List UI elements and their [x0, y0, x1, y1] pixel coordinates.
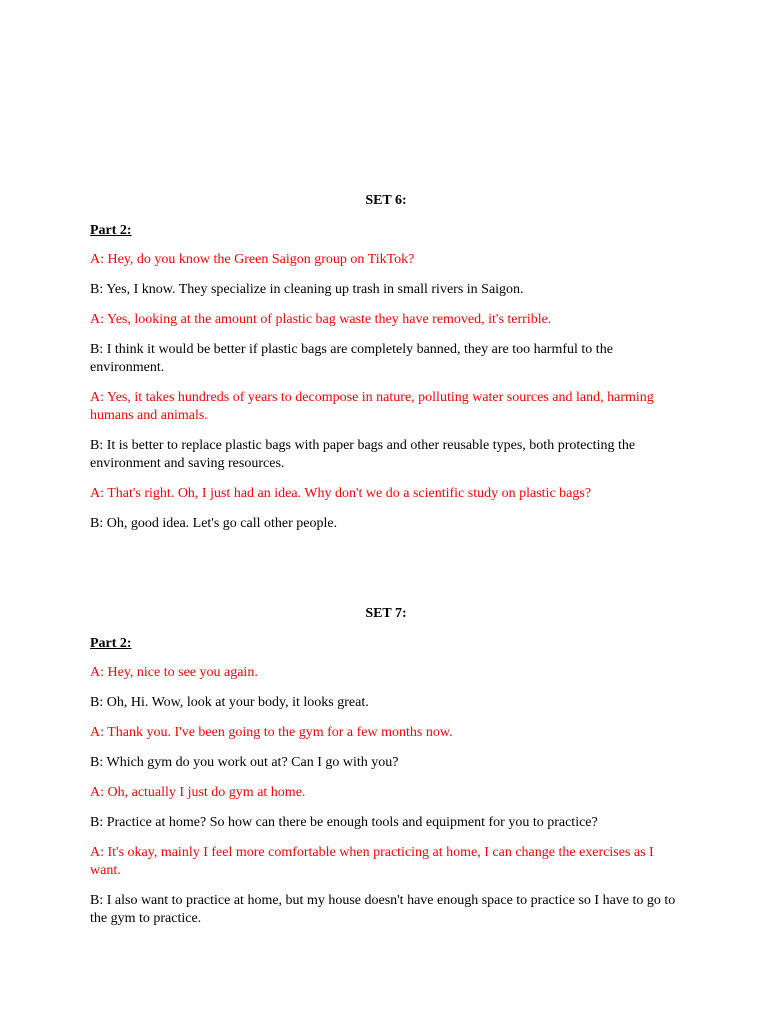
dialogue-line-b: B: It is better to replace plastic bags with paper bags and other reusable types, both protecting the environment and saving resources. [90, 438, 636, 471]
dialogue-line-b: B: I think it would be better if plastic bags are completely banned, they are too harmful to the environment. [90, 342, 613, 375]
dialogue-line-b: B: I also want to practice at home, but my house doesn't have enough space to practice so I have to go to the gym to practice. [90, 893, 676, 926]
dialogue-line-b: B: Oh, good idea. Let's go call other people. [90, 516, 338, 531]
dialogue-line-a: A: Yes, looking at the amount of plastic bag waste they have removed, it's terrible. [90, 312, 552, 327]
dialogue-line-a: A: Yes, it takes hundreds of years to decompose in nature, polluting water sources and land, harming humans and animals. [90, 390, 654, 423]
dialogue-line-a: A: Oh, actually I just do gym at home. [90, 785, 306, 800]
dialogue-line-b: B: Yes, I know. They specialize in cleaning up trash in small rivers in Saigon. [90, 282, 524, 297]
dialogue-line-a: A: That's right. Oh, I just had an idea. Why don't we do a scientific study on plastic bags? [90, 486, 592, 501]
dialogue-line-a: A: Hey, do you know the Green Saigon group on TikTok? [90, 252, 415, 267]
dialogue-line-a: A: Thank you. I've been going to the gym for a few months now. [90, 725, 453, 740]
dialogue-line-b: B: Which gym do you work out at? Can I go with you? [90, 755, 399, 770]
set-7-section [90, 606, 682, 940]
dialogue-line-a: A: Hey, nice to see you again. [90, 665, 258, 680]
part-title: Part 2: [90, 223, 132, 238]
set-title: SET 7: [365, 606, 407, 621]
part-title: Part 2: [90, 636, 132, 651]
set-6-section [90, 193, 682, 545]
dialogue-line-a: A: It's okay, mainly I feel more comfortable when practicing at home, I can change the exercises as I want. [90, 845, 654, 878]
set-title: SET 6: [365, 193, 407, 208]
dialogue-line-b: B: Oh, Hi. Wow, look at your body, it looks great. [90, 695, 369, 710]
dialogue-line-b: B: Practice at home? So how can there be enough tools and equipment for you to practice? [90, 815, 598, 830]
